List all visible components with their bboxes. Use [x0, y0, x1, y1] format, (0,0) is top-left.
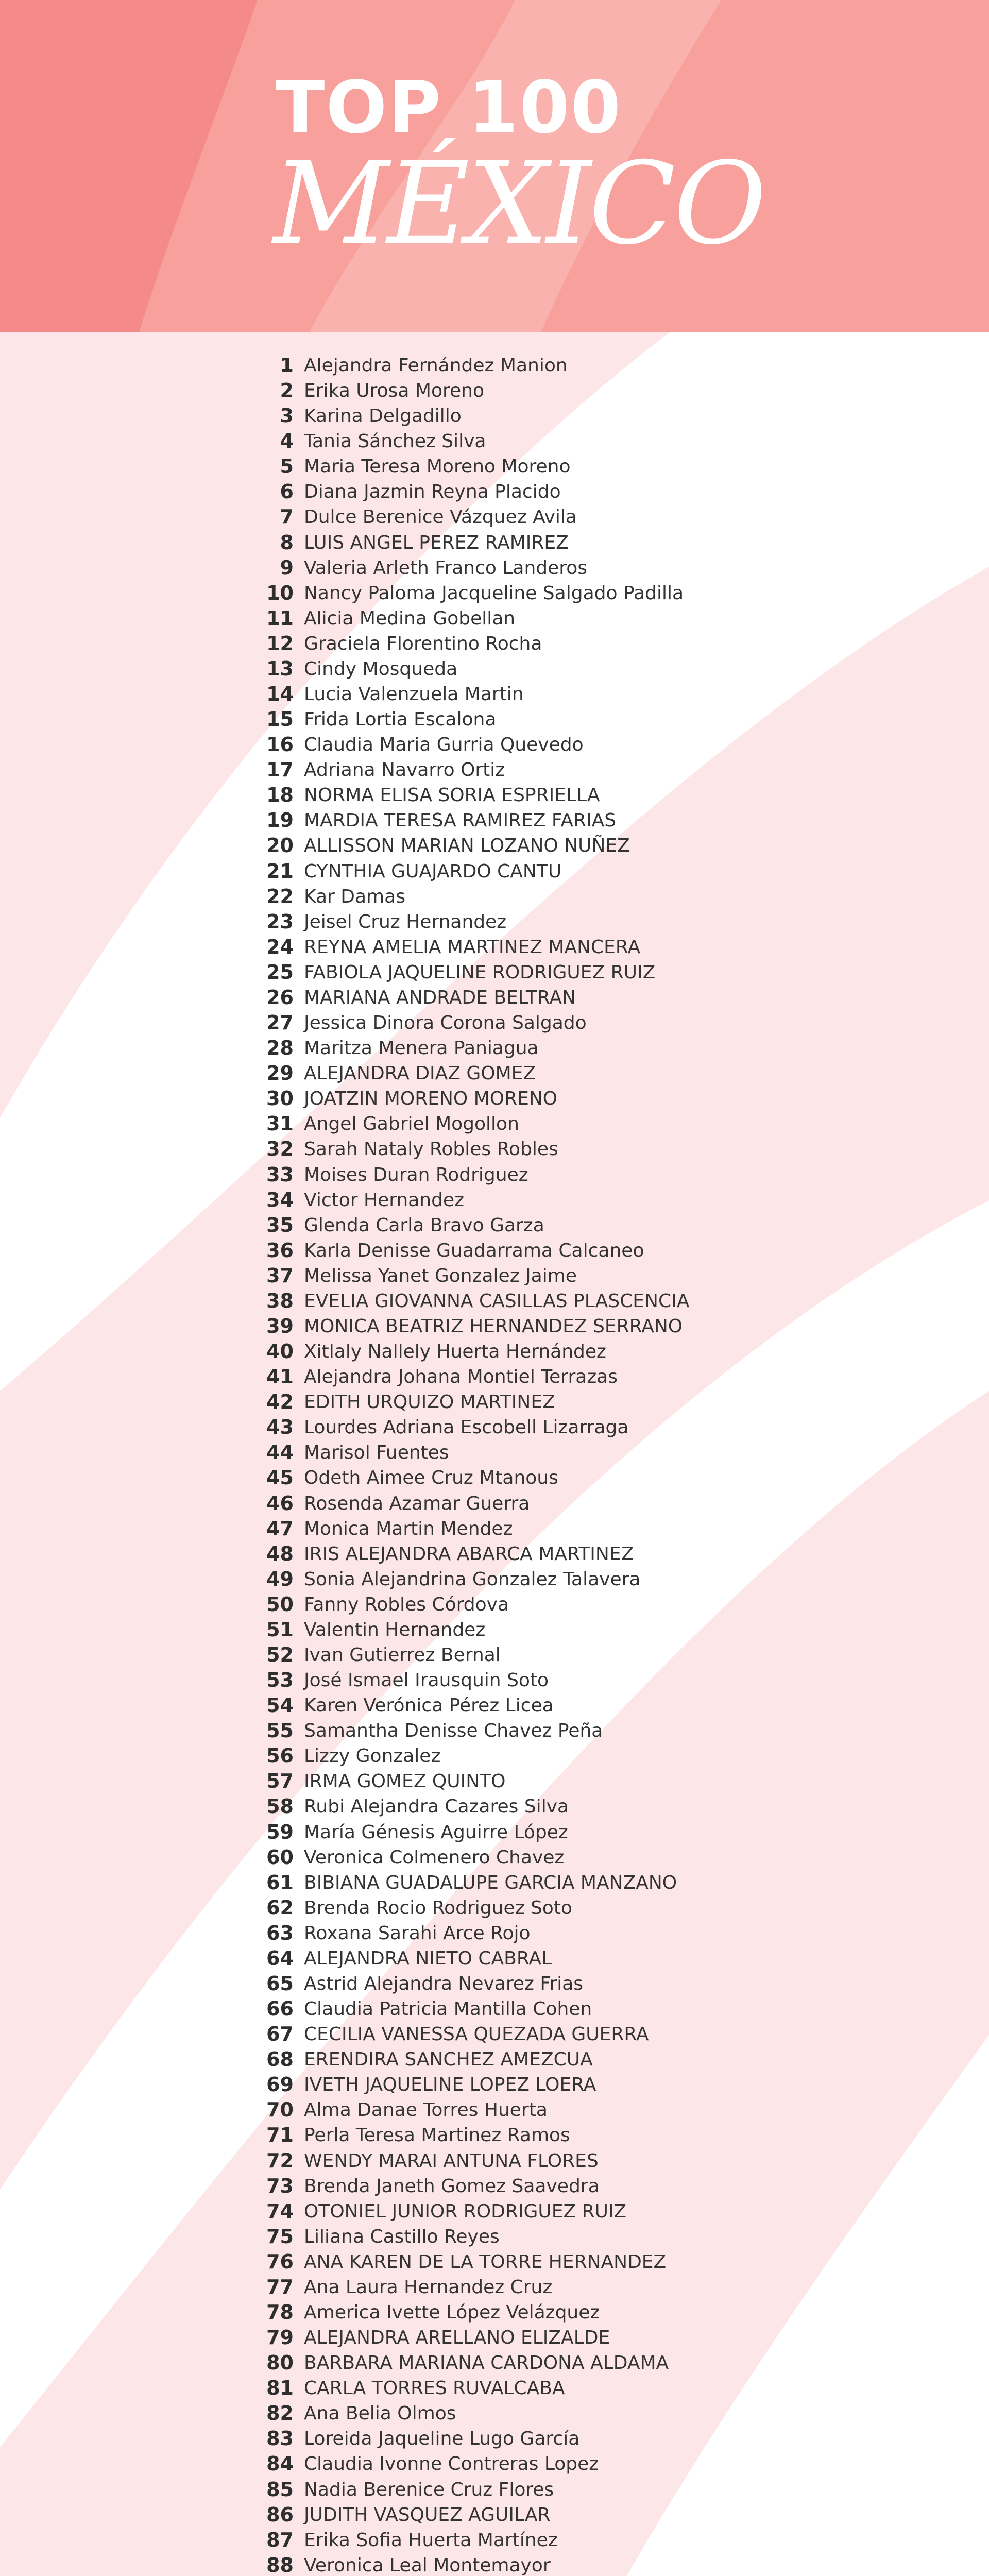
rank-number: 41	[266, 1365, 294, 1388]
ranking-row	[0, 1668, 989, 1693]
rank-name: Erika Sofia Huerta Martínez	[304, 2529, 558, 2551]
rank-name: ALEJANDRA NIETO CABRAL	[304, 1947, 552, 1969]
rank-number: 29	[266, 1062, 294, 1085]
rank-number: 28	[266, 1037, 294, 1060]
rank-number: 65	[266, 1972, 294, 1995]
rank-name: ALEJANDRA DIAZ GOMEZ	[304, 1063, 536, 1084]
ranking-row	[0, 1642, 989, 1668]
rank-number: 77	[266, 2275, 294, 2298]
ranking-row	[0, 2325, 989, 2350]
ranking-row	[0, 2148, 989, 2174]
ranking-row	[0, 1794, 989, 1819]
ranking-row	[0, 1415, 989, 1440]
rank-name: EDITH URQUIZO MARTINEZ	[304, 1392, 555, 1413]
rank-name: BARBARA MARIANA CARDONA ALDAMA	[304, 2352, 669, 2374]
rank-number: 69	[266, 2073, 294, 2096]
rank-name: Moises Duran Rodriguez	[304, 1164, 528, 1185]
rank-number: 49	[266, 1567, 294, 1590]
rank-number: 11	[266, 606, 294, 630]
rank-name: Victor Hernandez	[304, 1189, 464, 1211]
rank-number: 30	[266, 1087, 294, 1110]
rank-name: Claudia Ivonne Contreras Lopez	[304, 2453, 599, 2475]
ranking-row	[0, 1491, 989, 1516]
rank-number: 75	[266, 2225, 294, 2248]
rank-name: ERENDIRA SANCHEZ AMEZCUA	[304, 2049, 593, 2071]
ranking-row	[0, 1617, 989, 1642]
rank-number: 14	[266, 683, 294, 706]
rank-number: 34	[266, 1188, 294, 1211]
rank-number: 64	[266, 1946, 294, 1970]
ranking-row	[0, 454, 989, 479]
ranking-row	[0, 2275, 989, 2300]
rank-name: Monica Martin Mendez	[304, 1518, 513, 1539]
rank-name: MARDIA TERESA RAMIREZ FARIAS	[304, 810, 617, 832]
rank-number: 37	[266, 1264, 294, 1287]
rank-name: Valentin Hernandez	[304, 1619, 486, 1640]
ranking-row	[0, 2451, 989, 2477]
rank-number: 39	[266, 1314, 294, 1337]
rank-number: 24	[266, 935, 294, 958]
rank-number: 70	[266, 2098, 294, 2122]
ranking-row	[0, 682, 989, 707]
rank-number: 55	[266, 1719, 294, 1742]
ranking-row	[0, 2072, 989, 2097]
ranking-row	[0, 2401, 989, 2426]
ranking-row	[0, 378, 989, 403]
ranking-row	[0, 530, 989, 555]
rank-name: OTONIEL JUNIOR RODRIGUEZ RUIZ	[304, 2200, 627, 2222]
rank-number: 88	[266, 2553, 294, 2576]
ranking-row	[0, 1389, 989, 1415]
rank-number: 47	[266, 1517, 294, 1540]
ranking-row	[0, 555, 989, 581]
ranking-row	[0, 783, 989, 808]
ranking-row	[0, 1162, 989, 1188]
rank-name: IRMA GOMEZ QUINTO	[304, 1771, 506, 1792]
ranking-row	[0, 1188, 989, 1213]
rank-name: Nadia Berenice Cruz Flores	[304, 2479, 554, 2500]
rank-number: 9	[280, 556, 294, 579]
rank-name: JOATZIN MORENO MORENO	[304, 1088, 558, 1110]
rank-name: JUDITH VASQUEZ AGUILAR	[304, 2504, 551, 2526]
rank-name: Alicia Medina Gobellan	[304, 607, 516, 629]
ranking-row	[0, 1921, 989, 1946]
rank-number: 56	[266, 1744, 294, 1768]
rank-name: Karla Denisse Guadarrama Calcaneo	[304, 1240, 644, 1261]
rank-number: 78	[266, 2301, 294, 2324]
ranking-row	[0, 909, 989, 935]
rank-number: 43	[266, 1416, 294, 1439]
rank-number: 18	[266, 784, 294, 807]
rank-number: 53	[266, 1669, 294, 1692]
ranking-row	[0, 1440, 989, 1465]
rank-number: 61	[266, 1871, 294, 1894]
ranking-row	[0, 1213, 989, 1238]
ranking-row	[0, 2174, 989, 2199]
rank-name: WENDY MARAI ANTUNA FLORES	[304, 2150, 599, 2172]
rank-name: Roxana Sarahi Arce Rojo	[304, 1922, 531, 1944]
rank-name: IRIS ALEJANDRA ABARCA MARTINEZ	[304, 1543, 634, 1565]
rank-name: Fanny Robles Córdova	[304, 1594, 509, 1615]
ranking-row	[0, 1895, 989, 1921]
ranking-row	[0, 1061, 989, 1086]
ranking-row	[0, 581, 989, 606]
rank-name: Erika Urosa Moreno	[304, 380, 484, 402]
header-title-main: MÉXICO	[273, 138, 765, 269]
rank-name: MONICA BEATRIZ HERNANDEZ SERRANO	[304, 1315, 683, 1337]
rank-number: 44	[266, 1441, 294, 1464]
ranking-row	[0, 2426, 989, 2451]
rank-name: Ivan Gutierrez Bernal	[304, 1644, 501, 1666]
rank-name: Lucia Valenzuela Martin	[304, 684, 524, 705]
ranking-row	[0, 403, 989, 429]
rank-name: Tania Sánchez Silva	[304, 431, 486, 452]
rank-name: Alma Danae Torres Huerta	[304, 2099, 548, 2121]
rank-name: EVELIA GIOVANNA CASILLAS PLASCENCIA	[304, 1290, 690, 1312]
rank-number: 63	[266, 1921, 294, 1944]
ranking-row	[0, 2477, 989, 2502]
ranking-row	[0, 1111, 989, 1137]
header-banner	[0, 0, 989, 332]
rank-name: Dulce Berenice Vázquez Avila	[304, 506, 577, 528]
rank-name: Ana Laura Hernandez Cruz	[304, 2276, 553, 2298]
rank-name: Claudia Maria Gurria Quevedo	[304, 734, 584, 756]
rank-number: 60	[266, 1845, 294, 1869]
ranking-row	[0, 1946, 989, 1971]
ranking-row	[0, 2022, 989, 2047]
rank-name: Maria Teresa Moreno Moreno	[304, 456, 571, 478]
ranking-row	[0, 1996, 989, 2022]
rank-number: 3	[280, 404, 294, 428]
ranking-row	[0, 656, 989, 682]
rank-number: 82	[266, 2402, 294, 2425]
rank-name: LUIS ANGEL PEREZ RAMIREZ	[304, 532, 569, 553]
ranking-row	[0, 1516, 989, 1541]
ranking-row	[0, 1314, 989, 1339]
ranking-row	[0, 960, 989, 985]
rank-name: Nancy Paloma Jacqueline Salgado Padilla	[304, 582, 684, 604]
ranking-row	[0, 985, 989, 1010]
rank-number: 2	[280, 379, 294, 402]
rank-number: 68	[266, 2048, 294, 2071]
rank-number: 87	[266, 2528, 294, 2551]
rank-number: 27	[266, 1011, 294, 1035]
rank-name: Karina Delgadillo	[304, 405, 462, 427]
rank-number: 84	[266, 2452, 294, 2476]
rank-name: BIBIANA GUADALUPE GARCIA MANZANO	[304, 1872, 677, 1893]
rank-name: Alejandra Johana Montiel Terrazas	[304, 1366, 618, 1388]
ranking-row	[0, 1036, 989, 1061]
ranking-row	[0, 707, 989, 732]
ranking-row	[0, 1339, 989, 1364]
rank-number: 48	[266, 1542, 294, 1565]
rank-name: MARIANA ANDRADE BELTRAN	[304, 987, 576, 1008]
ranking-row	[0, 2224, 989, 2249]
rank-name: Frida Lortia Escalona	[304, 709, 497, 731]
rank-number: 15	[266, 708, 294, 731]
rank-name: Sonia Alejandrina Gonzalez Talavera	[304, 1568, 641, 1590]
rank-number: 32	[266, 1138, 294, 1161]
ranking-list	[0, 353, 989, 2576]
rank-name: Lourdes Adriana Escobell Lizarraga	[304, 1417, 629, 1438]
rank-number: 16	[266, 733, 294, 756]
ranking-row	[0, 504, 989, 530]
ranking-row	[0, 2249, 989, 2275]
rank-name: Veronica Colmenero Chavez	[304, 1846, 565, 1868]
rank-number: 21	[266, 859, 294, 883]
ranking-row	[0, 732, 989, 757]
ranking-row	[0, 1263, 989, 1289]
rank-name: Rosenda Azamar Guerra	[304, 1493, 530, 1514]
rank-number: 7	[280, 505, 294, 529]
ranking-row	[0, 2199, 989, 2224]
ranking-row	[0, 1238, 989, 1263]
rank-number: 36	[266, 1239, 294, 1262]
rank-number: 76	[266, 2250, 294, 2273]
rank-name: REYNA AMELIA MARTINEZ MANCERA	[304, 936, 641, 958]
rank-name: Brenda Rocio Rodriguez Soto	[304, 1897, 572, 1919]
rank-number: 6	[280, 480, 294, 503]
rank-number: 54	[266, 1694, 294, 1717]
ranking-row	[0, 1465, 989, 1490]
rank-number: 12	[266, 632, 294, 655]
rank-number: 25	[266, 960, 294, 984]
rank-name: Claudia Patricia Mantilla Cohen	[304, 1998, 592, 2020]
rank-number: 71	[266, 2124, 294, 2147]
ranking-row	[0, 2047, 989, 2072]
rank-name: Lizzy Gonzalez	[304, 1745, 441, 1767]
rank-number: 85	[266, 2478, 294, 2501]
ranking-row	[0, 1870, 989, 1895]
rank-number: 8	[280, 531, 294, 554]
rank-name: CECILIA VANESSA QUEZADA GUERRA	[304, 2024, 649, 2045]
rank-number: 38	[266, 1289, 294, 1312]
rank-number: 81	[266, 2377, 294, 2400]
rank-number: 51	[266, 1618, 294, 1641]
rank-number: 31	[266, 1112, 294, 1136]
rank-number: 57	[266, 1770, 294, 1793]
rank-name: Ana Belia Olmos	[304, 2403, 456, 2425]
ranking-row	[0, 479, 989, 504]
rank-name: Perla Teresa Martinez Ramos	[304, 2125, 570, 2146]
rank-number: 80	[266, 2351, 294, 2375]
rank-name: Karen Verónica Pérez Licea	[304, 1695, 554, 1717]
rank-number: 59	[266, 1820, 294, 1843]
rank-name: IVETH JAQUELINE LOPEZ LOERA	[304, 2074, 596, 2096]
rank-name: Melissa Yanet Gonzalez Jaime	[304, 1265, 577, 1286]
rank-name: Jessica Dinora Corona Salgado	[304, 1012, 587, 1034]
ranking-row	[0, 808, 989, 833]
ranking-row	[0, 2553, 989, 2576]
rank-number: 26	[266, 986, 294, 1009]
rank-number: 72	[266, 2149, 294, 2172]
rank-name: Samantha Denisse Chavez Peña	[304, 1720, 603, 1742]
header-title-top: TOP 100	[276, 66, 622, 150]
rank-name: Valeria Arleth Franco Landeros	[304, 557, 588, 579]
ranking-row	[0, 429, 989, 454]
ranking-row	[0, 884, 989, 909]
rank-name: Kar Damas	[304, 886, 405, 907]
ranking-row	[0, 353, 989, 378]
rank-name: Alejandra Fernández Manion	[304, 355, 568, 376]
ranking-row	[0, 2528, 989, 2553]
rank-name: Veronica Leal Montemayor	[304, 2554, 551, 2576]
rank-name: FABIOLA JAQUELINE RODRIGUEZ RUIZ	[304, 961, 656, 983]
rank-name: NORMA ELISA SORIA ESPRIELLA	[304, 785, 600, 806]
rank-name: Cindy Mosqueda	[304, 658, 458, 680]
rank-number: 13	[266, 657, 294, 680]
ranking-row	[0, 1541, 989, 1567]
rank-number: 1	[280, 354, 294, 377]
ranking-row	[0, 2123, 989, 2148]
rank-name: Adriana Navarro Ortiz	[304, 759, 505, 781]
ranking-row	[0, 1769, 989, 1794]
rank-number: 52	[266, 1643, 294, 1666]
rank-number: 45	[266, 1466, 294, 1489]
ranking-row	[0, 833, 989, 858]
rank-number: 74	[266, 2199, 294, 2223]
ranking-row	[0, 1137, 989, 1162]
rank-name: María Génesis Aguirre López	[304, 1821, 568, 1843]
ranking-row	[0, 1364, 989, 1389]
rank-number: 86	[266, 2503, 294, 2526]
rank-name: CARLA TORRES RUVALCABA	[304, 2378, 565, 2399]
rank-name: Xitlaly Nallely Huerta Hernández	[304, 1341, 606, 1363]
ranking-row	[0, 1289, 989, 1314]
rank-number: 23	[266, 910, 294, 933]
rank-number: 46	[266, 1492, 294, 1515]
rank-number: 22	[266, 885, 294, 908]
ranking-row	[0, 1592, 989, 1617]
rank-name: Glenda Carla Bravo Garza	[304, 1214, 544, 1236]
ranking-row	[0, 2350, 989, 2376]
rank-name: Odeth Aimee Cruz Mtanous	[304, 1467, 558, 1489]
ranking-row	[0, 1086, 989, 1111]
rank-name: ANA KAREN DE LA TORRE HERNANDEZ	[304, 2251, 667, 2273]
rank-number: 35	[266, 1213, 294, 1236]
rank-number: 20	[266, 834, 294, 857]
rank-number: 5	[280, 455, 294, 478]
ranking-row	[0, 859, 989, 884]
rank-number: 4	[280, 430, 294, 453]
rank-name: ALEJANDRA ARELLANO ELIZALDE	[304, 2327, 610, 2349]
rank-name: Angel Gabriel Mogollon	[304, 1113, 519, 1135]
rank-number: 33	[266, 1163, 294, 1186]
rank-name: CYNTHIA GUAJARDO CANTU	[304, 860, 562, 882]
rank-number: 17	[266, 758, 294, 782]
ranking-row	[0, 1743, 989, 1769]
ranking-row	[0, 757, 989, 783]
rank-number: 40	[266, 1340, 294, 1363]
ranking-row	[0, 631, 989, 656]
rank-number: 50	[266, 1592, 294, 1616]
rank-name: Diana Jazmin Reyna Placido	[304, 481, 561, 503]
rank-number: 83	[266, 2427, 294, 2450]
rank-number: 62	[266, 1896, 294, 1919]
rank-name: ALLISSON MARIAN LOZANO NUÑEZ	[304, 835, 630, 857]
rank-name: Astrid Alejandra Nevarez Frias	[304, 1973, 584, 1994]
rank-number: 66	[266, 1997, 294, 2021]
rank-name: Loreida Jaqueline Lugo García	[304, 2428, 580, 2450]
rank-name: Marisol Fuentes	[304, 1442, 449, 1464]
rank-name: Maritza Menera Paniagua	[304, 1038, 539, 1059]
ranking-row	[0, 2097, 989, 2123]
rank-name: Liliana Castillo Reyes	[304, 2226, 500, 2247]
rank-number: 42	[266, 1391, 294, 1414]
rank-number: 10	[266, 581, 294, 604]
ranking-row	[0, 2502, 989, 2528]
ranking-row	[0, 935, 989, 960]
rank-name: Graciela Florentino Rocha	[304, 633, 542, 654]
ranking-row	[0, 1845, 989, 1870]
rank-number: 19	[266, 809, 294, 832]
rank-name: Brenda Janeth Gomez Saavedra	[304, 2175, 600, 2197]
ranking-row	[0, 1010, 989, 1036]
rank-number: 67	[266, 2023, 294, 2046]
rank-number: 73	[266, 2174, 294, 2197]
rank-name: Jeisel Cruz Hernandez	[304, 911, 507, 933]
rank-number: 58	[266, 1795, 294, 1818]
ranking-row	[0, 1971, 989, 1996]
ranking-row	[0, 606, 989, 631]
rank-name: José Ismael Irausquin Soto	[304, 1670, 549, 1691]
rank-number: 79	[266, 2326, 294, 2349]
ranking-row	[0, 1820, 989, 1845]
ranking-row	[0, 1718, 989, 1743]
ranking-row	[0, 1567, 989, 1592]
ranking-row	[0, 1693, 989, 1718]
rank-name: Sarah Nataly Robles Robles	[304, 1139, 558, 1160]
ranking-row	[0, 2376, 989, 2401]
rank-name: America Ivette López Velázquez	[304, 2302, 600, 2324]
ranking-row	[0, 2300, 989, 2325]
rank-name: Rubi Alejandra Cazares Silva	[304, 1796, 569, 1818]
